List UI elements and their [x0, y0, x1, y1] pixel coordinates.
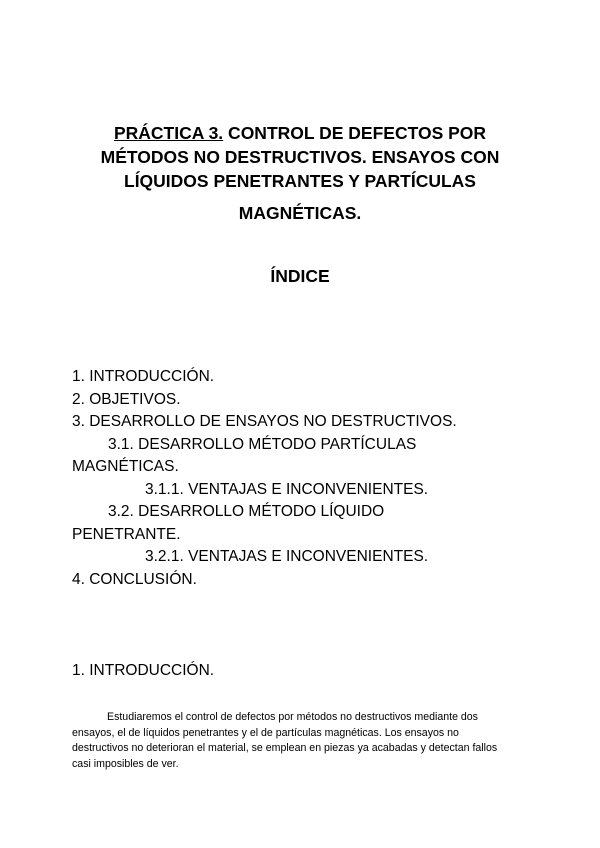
title-line-3: LÍQUIDOS PENETRANTES Y PARTÍCULAS: [124, 171, 476, 191]
toc-item-liquido-penetrante-cont: PENETRANTE.: [72, 525, 181, 543]
section-heading-introduccion: 1. INTRODUCCIÓN.: [72, 662, 215, 679]
title-line-4: MAGNÉTICAS.: [238, 203, 362, 223]
introduction-paragraph: [72, 710, 528, 772]
title-line-2: MÉTODOS NO DESTRUCTIVOS. ENSAYOS CON: [100, 147, 500, 167]
paragraph-line-2: ensayos, el de líquidos penetrantes y el de partículas magnéticas. Los ensayos no: [72, 726, 459, 739]
toc-item-conclusion: 4. CONCLUSIÓN.: [72, 570, 197, 588]
toc-item-particulas-magneticas-cont: MAGNÉTICAS.: [72, 458, 179, 475]
table-of-contents: [72, 366, 542, 591]
document-title: [70, 121, 530, 225]
toc-item-desarrollo: 3. DESARROLLO DE ENSAYOS NO DESTRUCTIVOS.: [72, 413, 457, 430]
title-practice-number: PRÁCTICA 3.: [113, 123, 224, 143]
paragraph-line-4: casi imposibles de ver.: [72, 757, 179, 770]
toc-item-introduccion: 1. INTRODUCCIÓN.: [72, 368, 215, 385]
toc-item-ventajas-liquido: 3.2.1. VENTAJAS E INCONVENIENTES.: [145, 548, 429, 565]
toc-item-particulas-magneticas: 3.1. DESARROLLO MÉTODO PARTÍCULAS: [108, 435, 417, 453]
paragraph-line-3: destructivos no deterioran el material, se emplean en piezas ya acabadas y detectan fallos: [72, 742, 498, 754]
toc-item-ventajas-particulas: 3.1.1. VENTAJAS E INCONVENIENTES.: [145, 480, 429, 498]
index-heading: ÍNDICE: [270, 266, 330, 286]
title-line-1-rest: CONTROL DE DEFECTOS POR: [223, 123, 487, 143]
toc-item-objetivos: 2. OBJETIVOS.: [72, 390, 181, 408]
paragraph-line-1: Estudiaremos el control de defectos por métodos no destructivos mediante dos: [107, 711, 478, 723]
title-line-1: [70, 121, 530, 145]
toc-item-liquido-penetrante: 3.2. DESARROLLO MÉTODO LÍQUIDO: [108, 503, 385, 520]
